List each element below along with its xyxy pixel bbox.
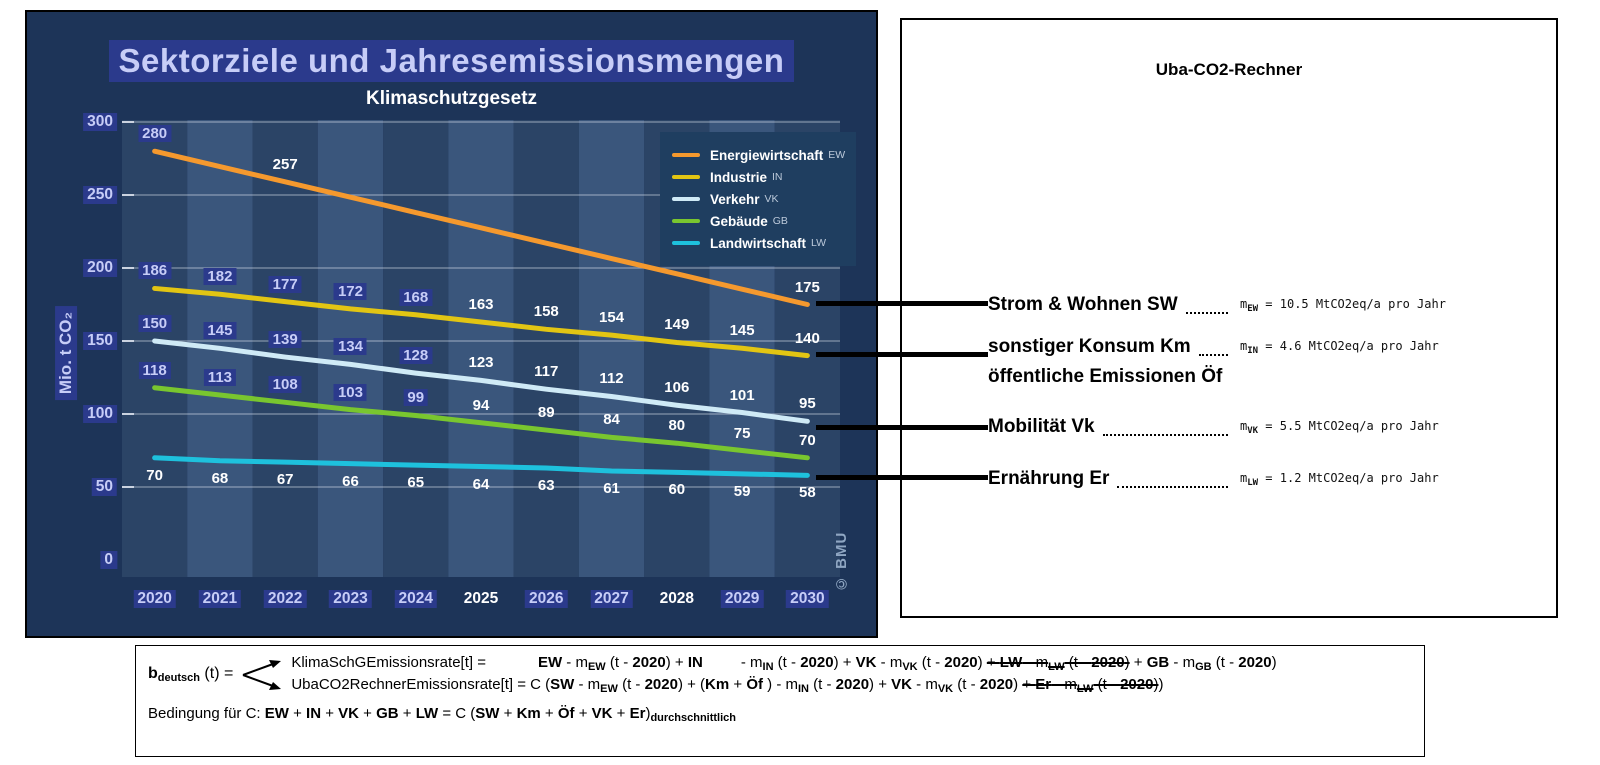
legend-item-in	[672, 168, 844, 186]
formula-token: +	[1129, 654, 1147, 671]
x-axis-label-2028: 2028	[659, 590, 695, 607]
data-label-in-2025: 163	[468, 296, 494, 314]
formula-box	[135, 645, 1425, 757]
formula-token: SW	[475, 705, 500, 722]
data-label-in-2026: 158	[533, 303, 559, 321]
data-label-in-2023: 172	[334, 283, 367, 300]
uba-co2-rechner-panel	[900, 18, 1558, 618]
slope-formula-vk: $m_{VK} = 5.5$ MtCO2eq/a pro Jahr	[1240, 418, 1439, 436]
row-oeffentliche-emissionen	[988, 364, 1540, 390]
data-label-lw-2021: 68	[211, 469, 229, 487]
formula-token: )	[1013, 676, 1023, 693]
bmu-watermark: © BMU	[833, 531, 850, 592]
slope-formula-ew: $m_{EW} = 10.5$ MtCO2eq/a pro Jahr	[1240, 296, 1446, 314]
data-label-lw-2026: 63	[537, 477, 555, 495]
formula-token: 2020	[835, 676, 870, 693]
formula-token: (t -	[773, 654, 801, 671]
formula-token: - m	[574, 676, 601, 693]
row-label: Strom & Wohnen SW	[988, 294, 1178, 315]
formula-token: LW	[1076, 683, 1094, 695]
dotted-leader	[1199, 346, 1228, 356]
data-label-ew-2030: 175	[794, 278, 820, 296]
formula-token: +	[1022, 676, 1036, 693]
year-column-stripe	[122, 120, 187, 577]
data-label-gb-2022: 108	[269, 376, 302, 393]
formula-token: - m	[740, 654, 763, 671]
data-label-vk-2022: 139	[269, 331, 302, 348]
x-axis-label-2026: 2026	[525, 590, 567, 608]
x-axis-label-2030: 2030	[786, 590, 828, 608]
bedingung-fuer-c-line	[136, 695, 1424, 724]
legend-label: Verkehr	[710, 191, 760, 207]
formula-token: )	[1158, 676, 1164, 693]
data-label-gb-2025: 94	[472, 396, 490, 414]
chart-legend	[660, 132, 856, 266]
formula-token: VK	[338, 705, 359, 722]
y-axis-label-300: 300	[83, 113, 117, 131]
formula-token: - m	[562, 654, 588, 671]
formula-token: 2020	[1091, 654, 1125, 671]
legend-item-lw	[672, 234, 844, 252]
data-label-gb-2028: 80	[668, 417, 686, 435]
data-label-gb-2023: 103	[334, 384, 367, 401]
legend-abbr: GB	[772, 215, 788, 227]
b-deutsch-term: $b_{deutsch}$ (t) =	[148, 665, 234, 684]
slope-formula-lw: $m_{LW} = 1.2$ MtCO2eq/a pro Jahr	[1240, 470, 1439, 488]
fork-arrows-icon	[239, 655, 285, 695]
data-label-vk-2023: 134	[334, 338, 367, 355]
formula-token: - m	[911, 676, 938, 693]
dotted-leader	[1186, 304, 1228, 314]
data-label-lw-2023: 66	[342, 472, 359, 490]
y-axis-label-150: 150	[83, 332, 117, 350]
formula-token: +	[540, 705, 558, 722]
year-column-stripe	[579, 120, 644, 577]
data-label-lw-2024: 65	[407, 474, 425, 492]
legend-abbr: IN	[772, 171, 783, 183]
formula-token: EW	[587, 661, 606, 673]
formula-token: - m	[876, 654, 903, 671]
row-label: Ernährung Er	[988, 468, 1110, 489]
legend-label: Gebäude	[710, 213, 768, 229]
formula-token: (t -	[917, 654, 945, 671]
formula-token: KlimaSchGEmissionsrate[t] =	[291, 654, 486, 671]
year-column-stripe	[514, 120, 579, 577]
y-axis-label-200: 200	[83, 259, 117, 277]
x-axis-label-2027: 2027	[590, 590, 632, 608]
row-label: Mobilität Vk	[988, 416, 1095, 437]
formula-token: ) +	[665, 654, 688, 671]
data-label-vk-2029: 101	[729, 386, 755, 404]
formula-token: Öf	[746, 676, 763, 693]
data-label-vk-2027: 112	[599, 370, 624, 388]
formula-token: +	[499, 705, 517, 722]
y-axis-label-0: 0	[100, 551, 117, 569]
formula-token: 2020	[800, 654, 834, 671]
data-label-lw-2027: 61	[603, 479, 620, 497]
data-label-lw-2025: 64	[472, 475, 490, 493]
y-axis-label-100: 100	[83, 405, 117, 423]
data-label-in-2029: 145	[729, 322, 755, 340]
data-label-in-2027: 154	[599, 309, 625, 327]
formula-token: SW	[550, 676, 575, 693]
row-ernaehrung	[988, 466, 1540, 492]
formula-token: IN	[687, 654, 703, 671]
formula-token: EW	[264, 705, 289, 722]
equation-lines	[291, 654, 1276, 695]
formula-token: (t -	[1211, 654, 1239, 671]
y-axis-label-50: 50	[92, 478, 117, 496]
formula-token: 2020	[1120, 676, 1154, 693]
formula-token: LW	[1048, 661, 1065, 673]
row-label: öffentliche Emissionen Öf	[988, 366, 1223, 387]
formula-token: 2020	[632, 654, 666, 671]
connector-line-in-km	[816, 352, 988, 357]
formula-token: ) - m	[763, 676, 798, 693]
formula-token: Er	[629, 705, 646, 722]
formula-token: +	[574, 705, 592, 722]
x-axis-label-2020: 2020	[133, 590, 175, 608]
row-sonstiger-konsum	[988, 334, 1540, 360]
formula-token: )	[1124, 654, 1130, 671]
formula-token: ) + (	[677, 676, 706, 693]
data-label-gb-2027: 84	[603, 411, 620, 429]
x-axis-label-2023: 2023	[329, 590, 371, 608]
legend-item-vk	[672, 190, 844, 208]
data-label-vk-2026: 117	[534, 363, 559, 381]
formula-token: (t -	[605, 654, 633, 671]
x-axis-label-2025: 2025	[463, 590, 499, 607]
legend-swatch-icon	[672, 175, 700, 179]
formula-token: +	[729, 676, 747, 693]
dotted-leader	[1103, 426, 1228, 436]
formula-token: VK	[937, 683, 954, 695]
x-axis-label-2029: 2029	[721, 590, 763, 608]
data-label-vk-2028: 106	[664, 379, 690, 397]
legend-swatch-icon	[672, 153, 700, 157]
x-axis-label-2022: 2022	[264, 590, 306, 608]
data-label-in-2022: 177	[269, 276, 302, 293]
chart-title-text: Sektorziele und Jahresemissionsmengen	[109, 40, 795, 82]
right-panel-title: Uba-CO2-Rechner	[1155, 60, 1303, 79]
formula-token: Er	[1035, 676, 1052, 693]
formula-token: LW	[999, 654, 1023, 671]
formula-token: GB	[1146, 654, 1170, 671]
formula-token: (t -	[617, 676, 645, 693]
formula-token: )	[1153, 676, 1159, 693]
data-label-ew-2020: 280	[138, 125, 171, 142]
y-axis-label-250: 250	[83, 186, 117, 204]
data-label-in-2020: 186	[138, 262, 171, 279]
data-label-vk-2025: 123	[468, 354, 494, 372]
legend-abbr: EW	[828, 149, 846, 161]
data-label-gb-2021: 113	[204, 369, 236, 386]
formula-token: VK	[891, 676, 912, 693]
y-axis-title: Mio. t CO₂	[55, 306, 77, 400]
formula-token: EW	[600, 683, 618, 695]
formula-token: EW	[537, 654, 563, 671]
formula-token: Bedingung für C:	[148, 705, 265, 722]
legend-abbr: VK	[764, 193, 779, 205]
x-axis-label-2024: 2024	[394, 590, 436, 608]
data-label-gb-2020: 118	[139, 362, 171, 379]
formula-token: LW	[415, 705, 439, 722]
formula-token: +	[321, 705, 339, 722]
row-mobilitaet	[988, 414, 1540, 440]
data-label-lw-2030: 58	[799, 484, 816, 502]
chart-subtitle: Klimaschutzgesetz	[365, 88, 538, 109]
formula-token: +	[612, 705, 630, 722]
formula-token: IN	[306, 705, 322, 722]
data-label-in-2021: 182	[203, 268, 236, 285]
formula-token: ) +	[833, 654, 856, 671]
formula-token: ) +	[869, 676, 892, 693]
year-column-stripe	[448, 120, 513, 577]
formula-token: UbaCO2RechnerEmissionsrate[t] = C (	[291, 676, 551, 693]
legend-label: Landwirtschaft	[710, 235, 807, 251]
dotted-leader	[1117, 478, 1228, 488]
formula-token: )	[977, 654, 987, 671]
legend-swatch-icon	[672, 197, 700, 201]
legend-label: Industrie	[710, 169, 768, 185]
formula-token: Km	[516, 705, 541, 722]
legend-item-ew	[672, 146, 844, 164]
ubaco2rechner-emissionsrate-line	[291, 676, 1276, 695]
formula-token: IN	[798, 683, 809, 695]
formula-token: )	[1271, 654, 1277, 671]
formula-token: )	[645, 705, 651, 722]
formula-token: +	[358, 705, 377, 722]
legend-swatch-icon	[672, 241, 700, 245]
data-label-ew-2022: 257	[272, 155, 298, 173]
row-label: sonstiger Konsum Km	[988, 336, 1191, 357]
data-label-lw-2020: 70	[146, 466, 163, 484]
data-label-gb-2030: 70	[799, 431, 816, 449]
data-label-vk-2024: 128	[399, 347, 432, 364]
formula-token: = C (	[438, 705, 476, 722]
data-label-vk-2021: 145	[203, 322, 236, 339]
legend-swatch-icon	[672, 219, 700, 223]
slope-formula-in: $m_{IN} = 4.6$ MtCO2eq/a pro Jahr	[1240, 338, 1439, 356]
data-label-lw-2028: 60	[668, 481, 686, 499]
data-label-in-2024: 168	[399, 289, 432, 306]
formula-token: VK	[591, 705, 613, 722]
data-label-vk-2020: 150	[138, 315, 171, 332]
data-label-lw-2029: 59	[733, 482, 751, 500]
data-label-in-2030: 140	[794, 329, 820, 347]
formula-token: - m	[1022, 654, 1049, 671]
formula-token: VK	[902, 661, 918, 673]
formula-token: +	[398, 705, 416, 722]
formula-token: 2020	[944, 654, 978, 671]
data-label-gb-2024: 99	[403, 389, 428, 406]
connector-line-ew-sw	[816, 301, 988, 306]
formula-token: +	[288, 705, 307, 722]
legend-item-gb	[672, 212, 844, 230]
formula-token: Km	[705, 676, 730, 693]
formula-token: 2020	[644, 676, 678, 693]
x-axis-label-2021: 2021	[199, 590, 241, 608]
emissions-chart-panel	[25, 10, 878, 638]
connector-line-vk-mobilitaet	[816, 425, 988, 430]
formula-token: (t -	[1093, 676, 1121, 693]
formula-token: (t -	[953, 676, 980, 693]
emission-rate-equations	[136, 646, 1424, 695]
data-label-gb-2026: 89	[537, 404, 555, 422]
formula-token: (t -	[1064, 654, 1092, 671]
data-label-gb-2029: 75	[733, 424, 751, 442]
data-label-lw-2022: 67	[276, 471, 294, 489]
chart-title	[27, 40, 876, 82]
klimaschg-emissionsrate-line	[291, 654, 1276, 673]
connector-line-lw-ernaehrung	[816, 475, 988, 480]
formula-token: 2020	[979, 676, 1014, 693]
legend-abbr: LW	[811, 237, 826, 249]
formula-token: GB	[1195, 661, 1212, 673]
formula-token: VK	[855, 654, 877, 671]
legend-label: Energiewirtschaft	[710, 147, 824, 163]
data-label-vk-2030: 95	[799, 395, 816, 413]
data-label-in-2028: 149	[664, 316, 690, 334]
formula-token: (t -	[809, 676, 836, 693]
formula-token: - m	[1051, 676, 1077, 693]
formula-token: durchschnittlich	[650, 712, 736, 724]
formula-token: GB	[376, 705, 399, 722]
formula-token: - m	[1169, 654, 1196, 671]
formula-token: Öf	[557, 705, 575, 722]
formula-token: 2020	[1238, 654, 1272, 671]
row-strom-wohnen	[988, 292, 1540, 318]
formula-token: +	[986, 654, 1000, 671]
formula-token: IN	[762, 661, 774, 673]
